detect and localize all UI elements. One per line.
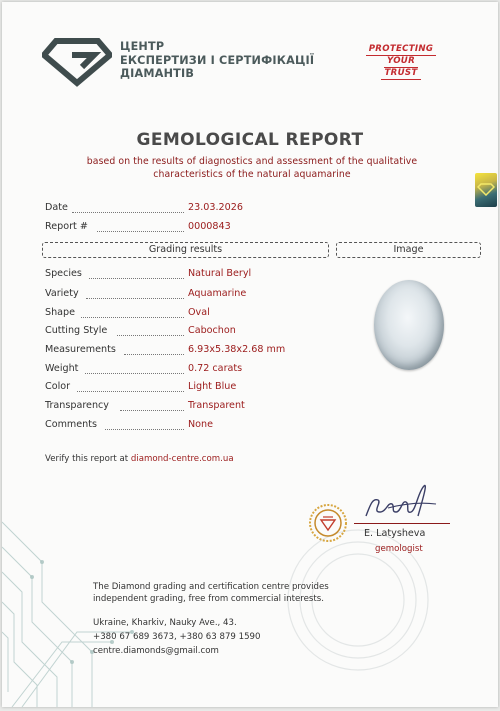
grading-value: Natural Beryl [188,268,252,279]
report-subtitle [42,155,462,181]
leader-dots [120,410,184,411]
leader-dots [89,278,184,279]
grading-row-variety [45,288,375,303]
hologram-sticker [475,173,497,207]
leader-dots [97,231,184,232]
subtitle-line-1: based on the results of diagnostics and assessment of the qualitative [86,156,418,167]
address-text: Ukraine, Kharkiv, Nauky Ave., 43. [93,618,237,628]
diamond-logo-icon [42,35,112,87]
grading-value: Light Blue [188,381,237,392]
centre-description [93,581,329,605]
leader-dots [85,373,184,374]
date-value: 23.03.2026 [188,202,243,213]
leader-dots [72,212,184,213]
grading-row-species [45,268,375,283]
grading-value: 6.93x5.38x2.68 mm [188,344,286,355]
grading-value: Aquamarine [188,288,247,299]
leader-dots [124,354,184,355]
grading-row-weight [45,363,375,378]
grading-row-transparency [45,400,375,415]
grading-row-color [45,381,375,396]
verify-text: Verify this report at [45,454,131,464]
grading-row-measurements [45,344,375,359]
grading-value: None [188,419,214,430]
org-line-3: ДІАМАНТІВ [120,67,195,80]
organization-name [120,40,314,81]
grading-value: 0.72 carats [188,363,243,374]
slogan-line-1: PROTECTING [366,44,437,56]
date-row [45,202,375,217]
slogan-line-3: TRUST [381,68,420,80]
gemstone-image [374,280,444,370]
report-number-value: 0000843 [188,221,231,232]
signer-name: E. Latysheva [364,528,426,539]
description-line-1: The Diamond grading and certification centre provides [93,582,329,592]
grading-label: Color [45,381,71,392]
grading-label: Comments [45,419,98,430]
grading-row-cutting-style [45,325,375,340]
grading-value: Oval [188,307,210,318]
image-header: Image [336,242,481,258]
leader-dots [105,429,184,430]
grading-row-shape [45,307,375,322]
grading-label: Measurements [45,344,116,355]
grading-label: Weight [45,363,79,374]
certification-seal-icon [308,503,348,543]
subtitle-line-2: characteristics of the natural aquamarine [153,169,351,180]
contact-block [93,616,260,658]
handwritten-signature [358,482,442,522]
description-line-2: independent grading, free from commercial interests. [93,594,324,604]
signature-line [354,523,450,524]
leader-dots [86,298,184,299]
report-number-row [45,221,375,236]
org-line-1: ЦЕНТР [120,40,165,53]
grading-label: Shape [45,307,76,318]
verify-line [45,454,234,464]
slogan [356,44,446,80]
grading-label: Species [45,268,82,279]
report-number-label: Report # [45,221,88,232]
grading-label: Cutting Style [45,325,108,336]
leader-dots [117,335,184,336]
email-address[interactable]: centre.diamonds@gmail.com [93,646,219,656]
org-line-2: ЕКСПЕРТИЗИ І СЕРТИФІКАЦІЇ [120,53,315,67]
verify-link[interactable]: diamond-centre.com.ua [130,454,234,464]
date-label: Date [45,202,68,213]
grading-value: Transparent [188,400,245,411]
certificate-page [2,2,498,707]
hologram-logo-icon [477,182,495,196]
grading-value: Cabochon [188,325,236,336]
grading-row-comments [45,419,375,434]
leader-dots [77,391,184,392]
report-title: GEMOLOGICAL REPORT [136,130,364,150]
slogan-line-2: YOUR [384,56,418,68]
leader-dots [81,317,184,318]
grading-results-header: Grading results [42,242,329,258]
grading-label: Transparency [45,400,109,411]
signer-role: gemologist [375,544,423,554]
phone-numbers: +380 67 689 3673, +380 63 879 1590 [93,632,261,642]
grading-label: Variety [45,288,79,299]
